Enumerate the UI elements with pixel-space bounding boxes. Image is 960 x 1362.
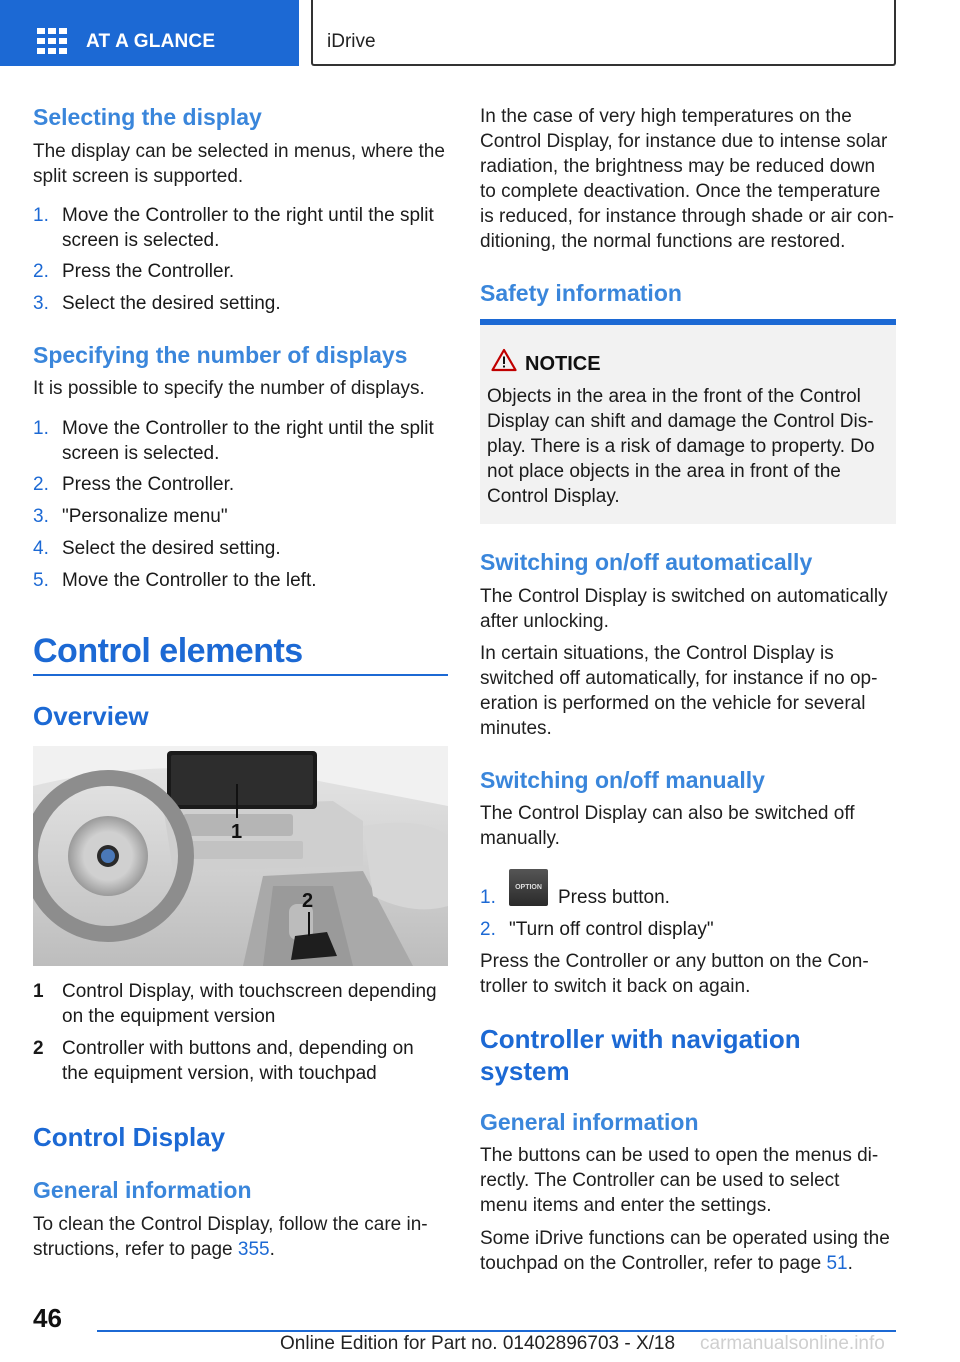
notice-box — [480, 319, 896, 524]
heading-control-display: Control Display — [33, 1122, 226, 1152]
nav-line: rectly. The Controller can be used to select — [480, 1170, 840, 1191]
manual-line: troller to switch it back on again. — [480, 976, 751, 997]
list-number: 2. — [480, 919, 496, 940]
auto-line: In certain situations, the Control Display is — [480, 643, 834, 664]
auto-line: minutes. — [480, 718, 552, 739]
list-text: Press the Controller. — [62, 261, 235, 282]
legend-number: 1 — [33, 981, 44, 1002]
legend-number: 2 — [33, 1038, 44, 1059]
nav-line: Some iDrive functions can be operated using the — [480, 1228, 890, 1249]
heading-line: system — [480, 1056, 570, 1086]
list-text: Press button. — [558, 887, 670, 908]
nav-line: menu items and enter the settings. — [480, 1195, 772, 1216]
heading-general-information: General information — [33, 1177, 252, 1203]
list-number: 3. — [33, 293, 49, 314]
care-text-fragment: structions, refer to page — [33, 1239, 238, 1260]
legend-text-line: Control Display, with touchscreen depending — [62, 981, 437, 1002]
heading-specifying-displays: Specifying the number of displays — [33, 342, 408, 368]
care-text-line — [33, 1237, 448, 1262]
nav-text-fragment: . — [847, 1253, 853, 1274]
auto-line: eration is performed on the vehicle for several — [480, 693, 866, 714]
page-number: 46 — [33, 1303, 62, 1333]
manual-text-2 — [480, 949, 896, 999]
callout-2: 2 — [302, 890, 314, 912]
section-rule — [33, 674, 448, 676]
manual-line: Press the Controller or any button on the Con- — [480, 951, 869, 972]
page-link-355[interactable]: 355 — [237, 1239, 270, 1260]
auto-text-2 — [480, 641, 896, 741]
care-text-fragment: . — [269, 1239, 275, 1260]
specifying-intro: It is possible to specify the number of displays. — [33, 378, 425, 399]
page-header — [0, 0, 960, 66]
list-text: Press the Controller. — [62, 474, 235, 495]
heading-selecting-display: Selecting the display — [33, 104, 262, 130]
heading-general-information-nav: General information — [480, 1109, 699, 1135]
footer-edition: Online Edition for Part no. 01402896703 - X/18 — [280, 1333, 676, 1354]
list-text: Select the desired setting. — [62, 293, 281, 314]
temperature-line: radiation, the brightness may be reduced down — [480, 156, 876, 177]
heading-line: Controller with navigation — [480, 1024, 801, 1054]
legend-text — [62, 1036, 414, 1086]
notice-line: Display can shift and damage the Control Dis- — [487, 411, 874, 432]
nav-text-2 — [480, 1226, 896, 1276]
heading-switching-manually: Switching on/off manually — [480, 767, 765, 793]
heading-safety-information: Safety information — [480, 280, 682, 306]
legend-text-line: the equipment version, with touchpad — [62, 1063, 377, 1084]
auto-text-1 — [480, 584, 896, 634]
manual-line: manually. — [480, 828, 560, 849]
notice-line: Control Display. — [487, 486, 620, 507]
page-link-51[interactable]: 51 — [826, 1253, 848, 1274]
temperature-line: ditioning, the normal functions are restored. — [480, 231, 846, 252]
selecting-intro-line: split screen is supported. — [33, 166, 244, 187]
list-text: Select the desired setting. — [62, 538, 281, 559]
grid-icon — [37, 28, 67, 54]
list-text-line: screen is selected. — [62, 443, 220, 464]
list-number: 1. — [33, 418, 49, 439]
temperature-line: In the case of very high temperatures on the — [480, 106, 852, 127]
list-text: Move the Controller to the left. — [62, 570, 317, 591]
heading-switching-automatically: Switching on/off automatically — [480, 549, 813, 575]
list-number: 4. — [33, 538, 49, 559]
temperature-line: is reduced, for instance through shade or air con- — [480, 206, 895, 227]
selecting-intro-line: The display can be selected in menus, where the — [33, 141, 445, 162]
list-number: 2. — [33, 261, 49, 282]
chapter-label: iDrive — [327, 31, 376, 52]
callout-1: 1 — [231, 821, 243, 843]
legend-text-line: on the equipment version — [62, 1006, 276, 1027]
list-text — [62, 203, 434, 253]
list-text: "Personalize menu" — [62, 506, 228, 527]
nav-text-1 — [480, 1143, 896, 1218]
notice-title: NOTICE — [525, 353, 601, 375]
selecting-intro — [33, 139, 448, 189]
list-text-line: Move the Controller to the right until the split — [62, 205, 434, 226]
auto-line: switched off automatically, for instance if no op- — [480, 668, 878, 689]
notice-line: play. There is a risk of damage to property. Do — [487, 436, 875, 457]
section-label: AT A GLANCE — [86, 31, 216, 52]
temperature-text — [480, 104, 896, 254]
notice-line: Objects in the area in the front of the Control — [487, 386, 861, 407]
list-number: 2. — [33, 474, 49, 495]
legend-text — [62, 979, 437, 1029]
warning-triangle-icon — [491, 348, 517, 372]
list-number: 1. — [33, 205, 49, 226]
care-text — [33, 1212, 448, 1262]
auto-line: after unlocking. — [480, 611, 609, 632]
chapter-box — [311, 0, 896, 66]
list-number: 3. — [33, 506, 49, 527]
temperature-line: to complete deactivation. Once the temperature — [480, 181, 881, 202]
manual-text-1 — [480, 801, 896, 851]
list-text: "Turn off control display" — [509, 919, 714, 940]
list-text — [62, 416, 434, 466]
option-button-icon: OPTION — [509, 869, 548, 906]
notice-line: not place objects in the area in front of the — [487, 461, 841, 482]
nav-line: The buttons can be used to open the menus di- — [480, 1145, 879, 1166]
section-tab[interactable] — [0, 0, 299, 66]
footer-watermark: carmanualsonline.info — [700, 1333, 885, 1354]
notice-text — [487, 384, 882, 509]
list-text-line: screen is selected. — [62, 230, 220, 251]
overview-photo — [33, 746, 448, 966]
manual-line: The Control Display can also be switched off — [480, 803, 855, 824]
auto-line: The Control Display is switched on automatically — [480, 586, 888, 607]
heading-control-elements: Control elements — [33, 632, 303, 670]
nav-line — [480, 1251, 896, 1276]
heading-controller-navigation — [480, 1024, 801, 1087]
list-text-line: Move the Controller to the right until the split — [62, 418, 434, 439]
list-number: 1. — [480, 887, 496, 908]
temperature-line: Control Display, for instance due to intense solar — [480, 131, 888, 152]
list-number: 5. — [33, 570, 49, 591]
legend-text-line: Controller with buttons and, depending on — [62, 1038, 414, 1059]
nav-text-fragment: touchpad on the Controller, refer to page — [480, 1253, 827, 1274]
heading-overview: Overview — [33, 701, 149, 731]
care-text-line: To clean the Control Display, follow the care in- — [33, 1214, 428, 1235]
footer-rule — [97, 1330, 896, 1332]
